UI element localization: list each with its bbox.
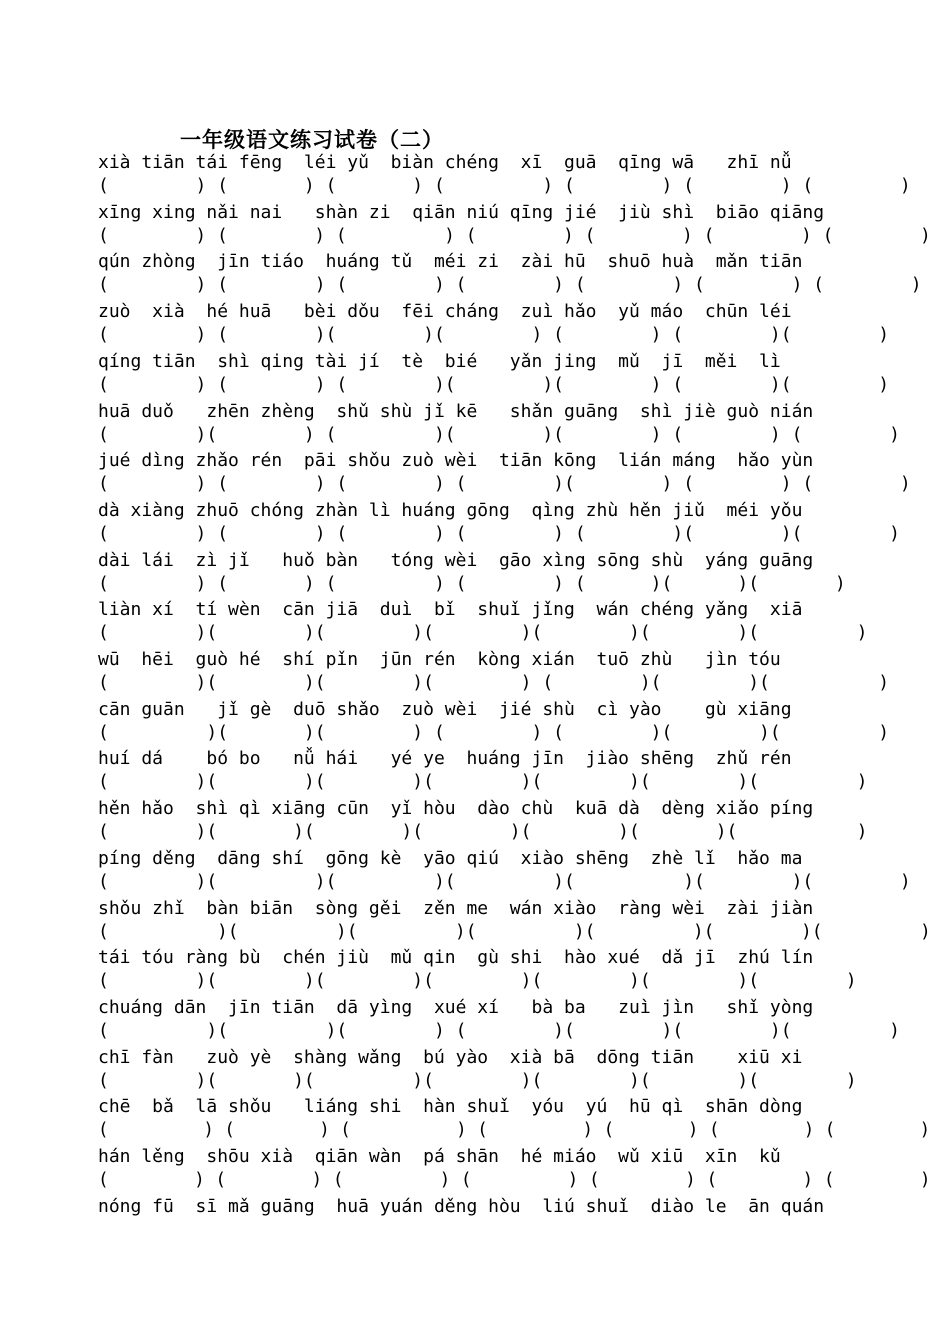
pinyin-line: huā duǒ zhēn zhèng shǔ shù jǐ kē shǎn guāng shì jiè guò nián [98,400,814,422]
answer-blanks[interactable]: ( )( )( )( )( )( )( ) [98,622,868,644]
pinyin-line: huí dá bó bo nǚ hái yé ye huáng jīn jiào shēng zhǔ rén [98,748,792,770]
pinyin-line: qíng tiān shì qing tài jí tè bié yǎn jing mǔ jī měi lì [98,350,781,372]
answer-blanks[interactable]: ( )( )( )( )( )( )( ) [98,821,868,843]
answer-blanks[interactable]: ( )( )( )( )( )( )( ) [98,771,868,793]
answer-blanks[interactable]: ( ) ( ) ( ) ( ) ( ) ( ) ( ) [98,1169,931,1190]
pinyin-line: chuáng dān jīn tiān dā yìng xué xí bà ba zuì jìn shǐ yòng [98,996,814,1018]
answer-blanks[interactable]: ( )( )( ) ( ) ( )( )( ) [98,721,890,743]
answer-blanks[interactable]: ( )( )( )( )( )( )( ) [98,970,857,992]
pinyin-line: wū hēi guò hé shí pǐn jūn rén kòng xián tuō zhù jìn tóu [98,649,781,670]
pinyin-line: shǒu zhǐ bàn biān sòng gěi zěn me wán xiào ràng wèi zài jiàn [98,897,814,919]
pinyin-line: dà xiàng zhuō chóng zhàn lì huáng gōng qìng zhù hěn jiǔ méi yǒu [98,499,803,521]
answer-blanks[interactable]: ( ) ( ) ( ) ( )( ) ( ) ( ) [98,473,911,495]
answer-blanks[interactable]: ( ) ( ) ( ) ( ) ( ) ( ) ( ) [98,224,931,246]
pinyin-line: jué dìng zhǎo rén pāi shǒu zuò wèi tiān kōng lián máng hǎo yùn [98,450,814,472]
answer-blanks[interactable]: ( ) ( )( )( ) ( ) ( )( ) [98,324,890,346]
answer-blanks[interactable]: ( ) ( ) ( ) ( ) ( ) ( ) ( ) [98,175,911,196]
pinyin-line: liàn xí tí wèn cān jiā duì bǐ shuǐ jǐng wán chéng yǎng xiā [98,599,803,621]
pinyin-line: píng děng dāng shí gōng kè yāo qiú xiào shēng zhè lǐ hǎo ma [98,847,803,869]
pinyin-line: hán lěng shōu xià qiān wàn pá shān hé miáo wǔ xiū xīn kǔ [98,1146,781,1167]
pinyin-line: cān guān jǐ gè duō shǎo zuò wèi jié shù cì yào gù xiāng [98,698,792,720]
answer-blanks[interactable]: ( ) ( ) ( ) ( ) ( ) ( ) ( ) [98,1119,931,1141]
pinyin-line: dài lái zì jǐ huǒ bàn tóng wèi gāo xìng sōng shù yáng guāng [98,549,814,571]
pinyin-line: xīng xing nǎi nai shàn zi qiān niú qīng jié jiù shì biāo qiāng [98,201,825,223]
answer-blanks[interactable]: ( )( )( )( )( )( )( ) [98,1069,857,1091]
pinyin-line: chī fàn zuò yè shàng wǎng bú yào xià bā dōng tiān xiū xi [98,1046,803,1068]
answer-blanks[interactable]: ( ) ( ) ( ) ( ) ( )( )( ) [98,522,900,544]
answer-blanks[interactable]: ( )( )( )( ) ( )( )( ) [98,672,890,693]
pinyin-line: chē bǎ lā shǒu liáng shi hàn shuǐ yóu yú hū qì shān dòng [98,1096,803,1118]
pinyin-line: zuò xià hé huā bèi dǒu fēi cháng zuì hǎo yǔ máo chūn léi [98,301,792,323]
worksheet-title: 一年级语文练习试卷（二） [180,127,444,152]
answer-blanks[interactable]: ( )( ) ( )( )( ) ( ) ( ) [98,423,900,445]
answer-blanks[interactable]: ( ) ( ) ( ) ( ) ( )( )( ) [98,572,846,594]
answer-blanks[interactable]: ( ) ( ) ( )( )( ) ( )( ) [98,373,890,395]
pinyin-line: hěn hǎo shì qì xiāng cūn yǐ hòu dào chù kuā dà dèng xiǎo píng [98,798,814,820]
answer-blanks[interactable]: ( )( )( )( )( )( )( ) [98,920,931,942]
answer-blanks[interactable]: ( )( )( )( )( )( )( ) [98,870,911,892]
answer-blanks[interactable]: ( ) ( ) ( ) ( ) ( ) ( ) ( ) [98,274,922,296]
pinyin-line: nóng fū sī mǎ guāng huā yuán děng hòu liú shuǐ diào le ān quán [98,1195,825,1217]
pinyin-line: xià tiān tái fēng léi yǔ biàn chéng xī guā qīng wā zhī nǚ [98,152,792,173]
answer-blanks[interactable]: ( )( )( ) ( )( )( )( ) [98,1019,900,1041]
pinyin-line: tái tóu ràng bù chén jiù mǔ qin gù shi hào xué dǎ jī zhú lín [98,947,814,969]
pinyin-line: qún zhòng jīn tiáo huáng tǔ méi zi zài hū shuō huà mǎn tiān [98,251,803,273]
